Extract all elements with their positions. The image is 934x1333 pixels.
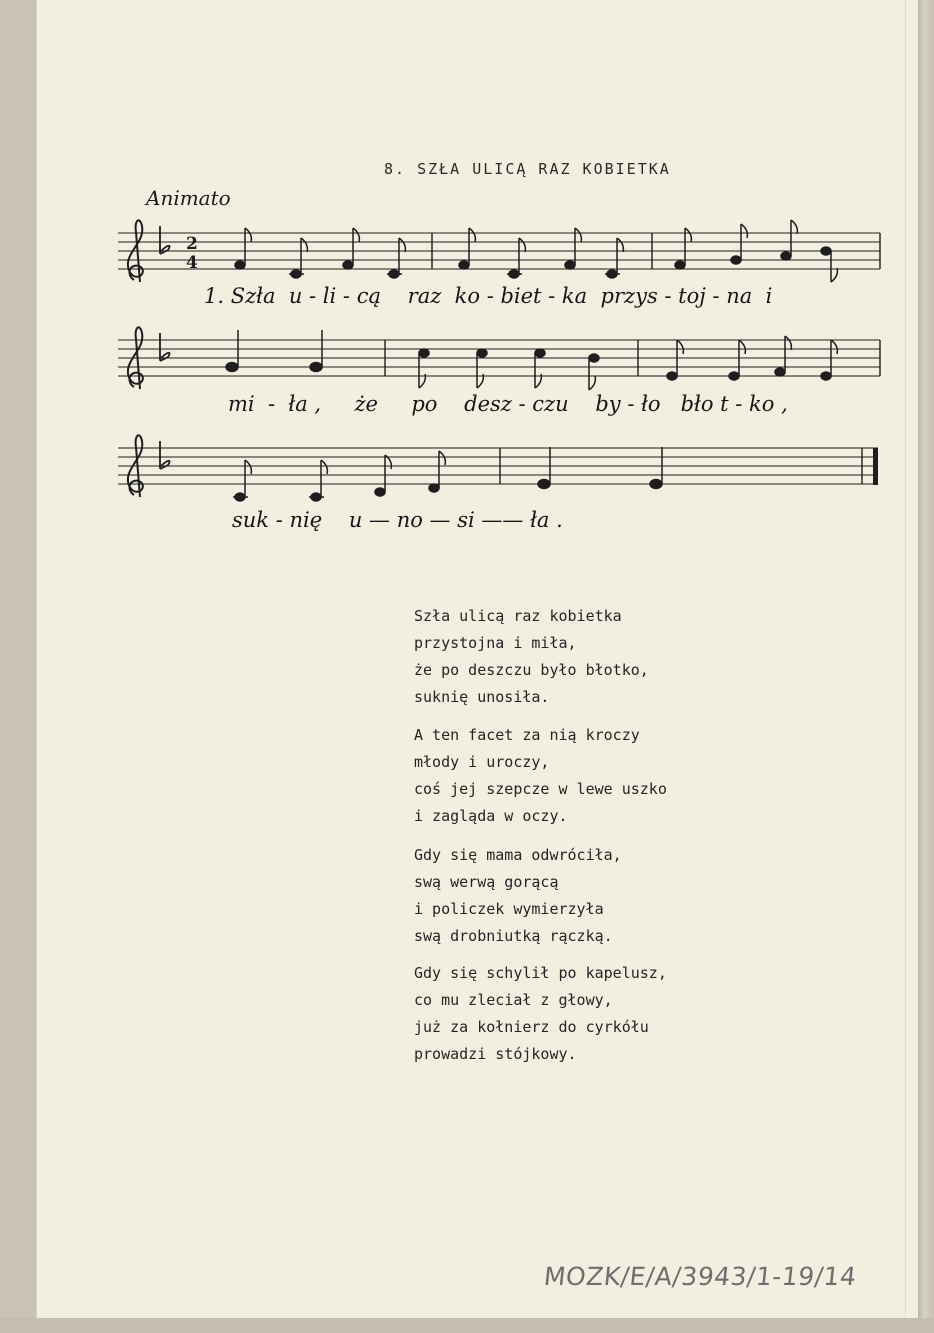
treble-clef-icon: [128, 220, 143, 497]
stanza-2: [414, 722, 667, 830]
svg-text:4: 4: [186, 253, 198, 273]
notes-staff-2: [226, 330, 837, 390]
archive-signature: MOZK/E/A/3943/1-19/14: [542, 1262, 858, 1291]
final-barline: [873, 448, 878, 485]
stanza-line: przystojna i miła,: [414, 634, 577, 652]
staff-3: [118, 448, 878, 484]
stanza-line: młody i uroczy,: [414, 753, 550, 771]
stanza-line: co mu zleciał z głowy,: [414, 991, 613, 1009]
lyrics-line-2: mi - ła , że po desz - czu by - ło bło t - ko ,: [228, 392, 788, 416]
stanza-line: prowadzi stójkowy.: [414, 1045, 577, 1063]
stanza-line: i zagląda w oczy.: [414, 807, 568, 825]
stanza-1: [414, 603, 649, 711]
flat-sign-icon: [160, 226, 170, 469]
song-title: 8. SZŁA ULICĄ RAZ KOBIETKA: [384, 160, 671, 178]
stanza-line: już za kołnierz do cyrkółu: [414, 1018, 649, 1036]
stanza-line: Szła ulicą raz kobietka: [414, 607, 622, 625]
stanza-line: suknię unosiła.: [414, 688, 550, 706]
stanza-line: Gdy się schylił po kapelusz,: [414, 964, 667, 982]
staff-1: [118, 233, 880, 269]
stanza-line: swą werwą gorącą: [414, 873, 559, 891]
svg-text:2: 2: [186, 234, 198, 254]
music-score: [0, 0, 934, 560]
lyrics-line-1: 1. Szła u - li - cą raz ko - biet - ka przys - toj - na i: [204, 284, 773, 308]
stanza-line: Gdy się mama odwróciła,: [414, 846, 622, 864]
stanza-line: i policzek wymierzyła: [414, 900, 604, 918]
stanza-line: swą drobniutką rączką.: [414, 927, 613, 945]
time-signature: [186, 234, 198, 273]
stanza-line: coś jej szepcze w lewe uszko: [414, 780, 667, 798]
stanza-3: [414, 842, 622, 950]
notes-staff-3: [233, 447, 662, 501]
tempo-marking: Animato: [146, 186, 231, 210]
stanza-line: A ten facet za nią kroczy: [414, 726, 640, 744]
lyrics-line-3: suk - nię u — no — si —— ła .: [232, 508, 563, 532]
stanza-4: [414, 960, 667, 1068]
stanza-line: że po deszczu było błotko,: [414, 661, 649, 679]
page-bottom-edge: [0, 1318, 934, 1333]
